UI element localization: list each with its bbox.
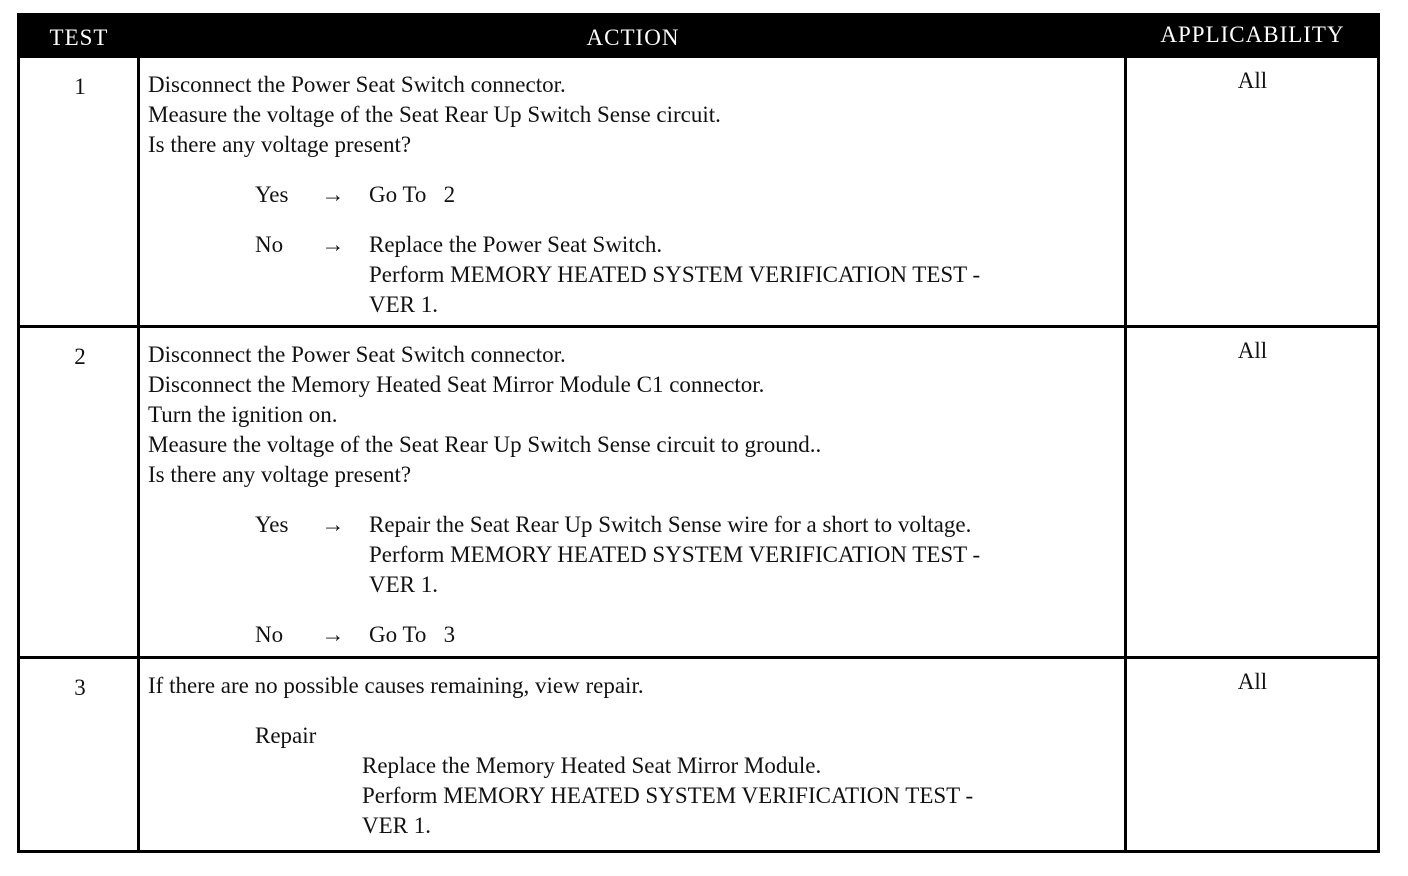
response-text: VER 1. bbox=[369, 292, 438, 317]
header-action: ACTION bbox=[586, 25, 680, 50]
response-text: VER 1. bbox=[369, 572, 438, 597]
response-label: No bbox=[255, 232, 284, 257]
step-text: Is there any voltage present? bbox=[148, 132, 412, 157]
response-no bbox=[148, 230, 1123, 320]
test-number: 3 bbox=[74, 675, 86, 700]
header-test: TEST bbox=[49, 25, 109, 50]
step-text: Disconnect the Power Seat Switch connector. bbox=[148, 72, 566, 97]
response-text: Go To 2 bbox=[369, 182, 456, 207]
response-label: Yes bbox=[255, 512, 289, 537]
repair-text: Replace the Memory Heated Seat Mirror Module. bbox=[362, 753, 822, 778]
test-number: 1 bbox=[74, 74, 86, 99]
table-row bbox=[20, 328, 1377, 656]
step-text: Is there any voltage present? bbox=[148, 462, 412, 487]
applicability-value: All bbox=[1237, 338, 1268, 363]
repair-text: Perform MEMORY HEATED SYSTEM VERIFICATION TEST - bbox=[362, 783, 974, 808]
arrow-icon: → bbox=[321, 512, 345, 537]
applicability-value: All bbox=[1237, 669, 1268, 694]
response-text: Go To 3 bbox=[369, 622, 456, 647]
arrow-icon: → bbox=[321, 182, 345, 207]
response-yes bbox=[148, 180, 1123, 210]
response-label: No bbox=[255, 622, 284, 647]
step-text: Disconnect the Power Seat Switch connector. bbox=[148, 342, 566, 367]
step-text: Disconnect the Memory Heated Seat Mirror Module C1 connector. bbox=[148, 372, 765, 397]
step-text: Measure the voltage of the Seat Rear Up Switch Sense circuit to ground.. bbox=[148, 432, 822, 457]
repair-text: VER 1. bbox=[362, 813, 431, 838]
step-text: Turn the ignition on. bbox=[148, 402, 338, 427]
action-cell bbox=[148, 340, 1123, 650]
response-no bbox=[148, 620, 1123, 650]
step-text: Measure the voltage of the Seat Rear Up Switch Sense circuit. bbox=[148, 102, 721, 127]
step-text: If there are no possible causes remaining, view repair. bbox=[148, 673, 644, 698]
response-text: Replace the Power Seat Switch. bbox=[369, 232, 663, 257]
response-label: Yes bbox=[255, 182, 289, 207]
diagnostic-test-table bbox=[17, 13, 1380, 853]
table-header bbox=[20, 16, 1377, 58]
header-applicability: APPLICABILITY bbox=[1160, 22, 1345, 47]
arrow-icon: → bbox=[321, 232, 345, 257]
response-text: Perform MEMORY HEATED SYSTEM VERIFICATION TEST - bbox=[369, 542, 981, 567]
test-number: 2 bbox=[74, 344, 86, 369]
repair-label: Repair bbox=[255, 723, 317, 748]
applicability-value: All bbox=[1237, 68, 1268, 93]
action-cell bbox=[148, 671, 1123, 841]
response-text: Repair the Seat Rear Up Switch Sense wire for a short to voltage. bbox=[369, 512, 972, 537]
action-cell bbox=[148, 70, 1123, 320]
response-yes bbox=[148, 510, 1123, 600]
response-text: Perform MEMORY HEATED SYSTEM VERIFICATION TEST - bbox=[369, 262, 981, 287]
table-row bbox=[20, 58, 1377, 325]
arrow-icon: → bbox=[321, 622, 345, 647]
table-row bbox=[20, 659, 1377, 853]
